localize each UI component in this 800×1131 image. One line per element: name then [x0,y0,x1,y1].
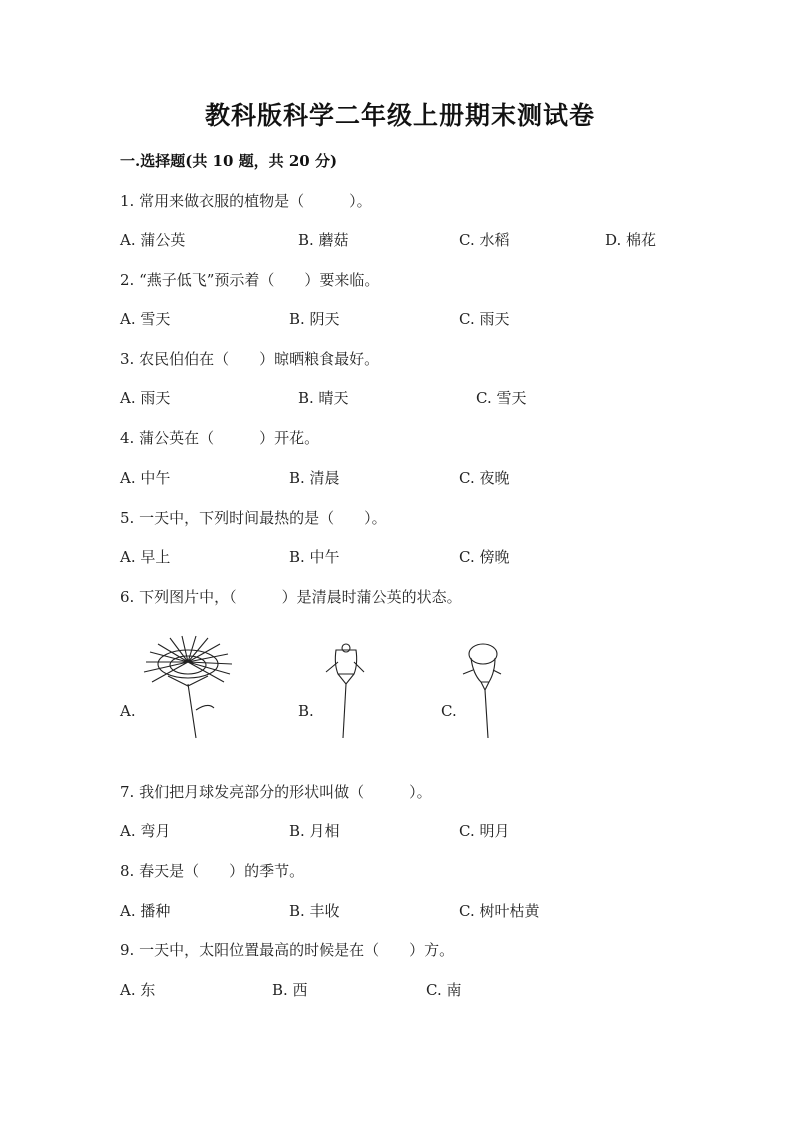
question-5: 5. 一天中，下列时间最热的是（ ）。 [120,509,387,527]
q3-option-b: B. 晴天 [298,389,349,407]
q2-option-b: B. 阴天 [289,310,340,328]
q6-option-c: C. [441,702,457,720]
section-heading: 一.选择题(共 10 题，共 20 分) [120,152,338,170]
q9-option-a: A. 东 [120,981,156,999]
q7-option-b: B. 月相 [289,822,340,840]
q2-option-a: A. 雪天 [120,310,171,328]
page-title: 教科版科学二年级上册期末测试卷 [204,101,595,130]
q1-option-d: D. 棉花 [605,231,657,249]
q6-image-options [120,632,680,742]
q7-option-a: A. 弯月 [120,822,171,840]
question-1: 1. 常用来做衣服的植物是（ ）。 [120,192,372,210]
q5-option-a: A. 早上 [120,548,171,566]
q5-option-c: C. 傍晚 [459,548,510,566]
q3-option-a: A. 雨天 [120,389,171,407]
q6-option-a: A. [120,702,136,720]
q9-option-b: B. 西 [272,981,308,999]
q7-option-c: C. 明月 [459,822,510,840]
question-4: 4. 蒲公英在（ ）开花。 [120,429,320,447]
question-3: 3. 农民伯伯在（ ）晾晒粮食最好。 [120,350,380,368]
q8-option-a: A. 播种 [120,902,171,920]
q9-option-c: C. 南 [426,981,462,999]
question-8: 8. 春天是（ ）的季节。 [120,862,305,880]
q4-option-c: C. 夜晚 [459,469,510,487]
q3-option-c: C. 雪天 [476,389,527,407]
q8-option-c: C. 树叶枯黄 [459,902,540,920]
dandelion-half-open-image [455,640,515,740]
q5-option-b: B. 中午 [289,548,340,566]
question-2: 2. “燕子低飞”预示着（ ）要来临。 [120,271,380,289]
question-9: 9. 一天中，太阳位置最高的时候是在（ ）方。 [120,941,455,959]
q6-option-b: B. [298,702,314,720]
question-7: 7. 我们把月球发亮部分的形状叫做（ ）。 [120,783,432,801]
dandelion-open-flower-image [138,632,238,742]
q1-option-c: C. 水稻 [459,231,510,249]
q4-option-a: A. 中午 [120,469,171,487]
dandelion-closed-bud-image [316,640,376,740]
q1-option-b: B. 蘑菇 [298,231,349,249]
q8-option-b: B. 丰收 [289,902,340,920]
q4-option-b: B. 清晨 [289,469,340,487]
question-6: 6. 下列图片中，（ ）是清晨时蒲公英的状态。 [120,588,462,606]
q1-option-a: A. 蒲公英 [120,231,186,249]
q2-option-c: C. 雨天 [459,310,510,328]
